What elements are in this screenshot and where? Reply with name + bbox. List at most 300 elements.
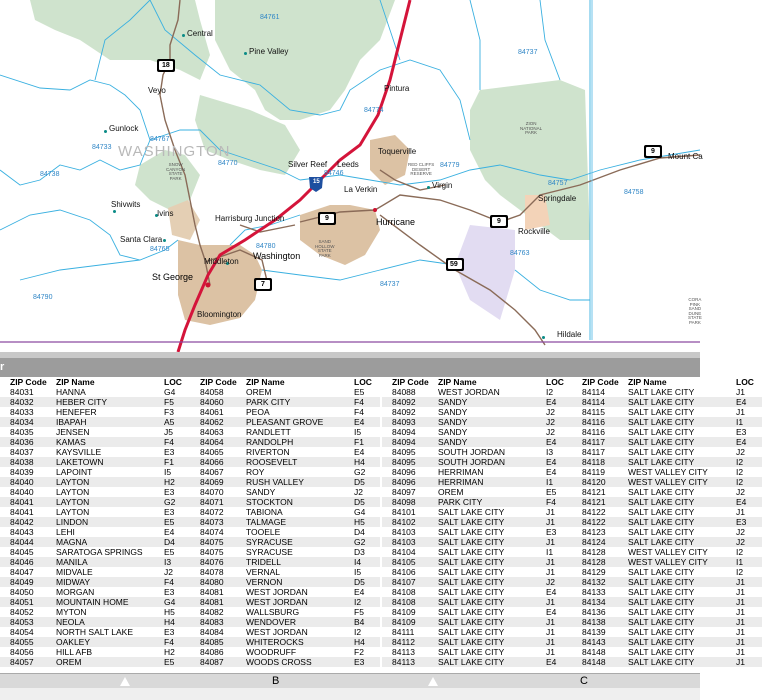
zip-code-cell: 84117 xyxy=(582,447,606,457)
zip-name-cell: LAYTON xyxy=(56,487,90,497)
forest-area xyxy=(30,0,210,80)
zip-label: 84774 xyxy=(364,107,384,114)
zip-name-header: ZIP Name xyxy=(56,377,95,387)
zip-name-cell: PEOA xyxy=(246,407,270,417)
zip-name-cell: VERNON xyxy=(246,577,283,587)
table-header-row xyxy=(572,377,762,387)
table-row xyxy=(382,627,572,637)
table-row xyxy=(0,507,190,517)
loc-cell: H4 xyxy=(354,457,365,467)
table-row xyxy=(190,547,380,557)
zip-code-cell: 84108 xyxy=(392,597,416,607)
zip-name-cell: SALT LAKE CITY xyxy=(438,637,505,647)
zip-code-header: ZIP Code xyxy=(582,377,619,387)
zip-code-cell: 84114 xyxy=(582,397,606,407)
loc-cell: E3 xyxy=(164,507,175,517)
zip-name-cell: RANDLETT xyxy=(246,427,291,437)
table-row xyxy=(382,397,572,407)
table-row xyxy=(382,507,572,517)
loc-cell: I2 xyxy=(354,597,362,607)
table-row xyxy=(190,507,380,517)
zip-code-cell: 84044 xyxy=(10,537,34,547)
place-mount-carmel: Mount Ca xyxy=(668,152,703,161)
zip-code-cell: 84041 xyxy=(10,507,34,517)
zip-code-cell: 84074 xyxy=(200,527,224,537)
zip-code-cell: 84121 xyxy=(582,487,606,497)
table-row xyxy=(572,397,762,407)
zip-column-1 xyxy=(0,377,190,673)
zip-code-cell: 84096 xyxy=(392,467,416,477)
zip-name-cell: SALT LAKE CITY xyxy=(438,527,505,537)
zip-code-cell: 84066 xyxy=(200,457,224,467)
zip-name-cell: SALT LAKE CITY xyxy=(438,547,505,557)
place-leeds: Leeds xyxy=(337,160,359,169)
zip-label: 84758 xyxy=(624,189,644,196)
zip-name-cell: SALT LAKE CITY xyxy=(628,647,695,657)
zip-code-cell: 84037 xyxy=(10,447,34,457)
zip-code-cell: 84112 xyxy=(392,637,416,647)
loc-cell: E3 xyxy=(164,627,175,637)
loc-cell: E4 xyxy=(736,397,747,407)
zip-code-cell: 84095 xyxy=(392,447,416,457)
zip-name-header: ZIP Name xyxy=(438,377,477,387)
zip-code-cell: 84053 xyxy=(10,617,34,627)
zip-name-cell: SANDY xyxy=(438,407,468,417)
zip-code-cell: 84128 xyxy=(582,557,606,567)
table-row xyxy=(190,607,380,617)
table-row xyxy=(572,517,762,527)
loc-cell: E4 xyxy=(546,457,557,467)
table-header-row xyxy=(190,377,380,387)
place-harrisburg-junction: Harrisburg Junction xyxy=(215,214,285,223)
zip-code-cell: 84056 xyxy=(10,647,34,657)
loc-cell: E5 xyxy=(164,517,175,527)
zip-code-cell: 84069 xyxy=(200,477,224,487)
zip-name-cell: LAPOINT xyxy=(56,467,93,477)
loc-cell: J1 xyxy=(736,647,745,657)
loc-cell: I5 xyxy=(354,567,362,577)
zip-code-cell: 84032 xyxy=(10,397,34,407)
place-silver-reef: Silver Reef xyxy=(288,160,328,169)
zip-name-cell: SALT LAKE CITY xyxy=(438,607,505,617)
zip-code-cell: 84122 xyxy=(582,507,606,517)
zip-name-cell: SALT LAKE CITY xyxy=(628,447,695,457)
zip-name-cell: WHITEROCKS xyxy=(246,637,304,647)
map-canvas xyxy=(0,0,700,352)
zip-name-cell: SARATOGA SPRINGS xyxy=(56,547,143,557)
table-row xyxy=(0,447,190,457)
grid-tab-b: B xyxy=(272,675,280,687)
loc-cell: H2 xyxy=(164,647,175,657)
zip-code-cell: 84138 xyxy=(582,617,606,627)
loc-cell: G2 xyxy=(354,467,366,477)
table-row xyxy=(190,427,380,437)
table-row xyxy=(382,447,572,457)
zip-name-cell: RANDOLPH xyxy=(246,437,294,447)
highway-7-label: 7 xyxy=(261,281,265,288)
zip-code-cell: 84070 xyxy=(200,487,224,497)
place-st-george: St George xyxy=(152,272,194,282)
purple-area xyxy=(455,225,515,320)
st-george-dot xyxy=(206,283,211,288)
zip-label: 84790 xyxy=(33,294,53,301)
zip-name-cell: TABIONA xyxy=(246,507,283,517)
zip-name-cell: SALT LAKE CITY xyxy=(438,567,505,577)
zip-code-cell: 84050 xyxy=(10,587,34,597)
zip-name-cell: SALT LAKE CITY xyxy=(438,577,505,587)
zip-name-cell: SALT LAKE CITY xyxy=(438,647,505,657)
table-row xyxy=(382,527,572,537)
zip-name-cell: SALT LAKE CITY xyxy=(628,457,695,467)
loc-cell: I2 xyxy=(736,547,744,557)
table-row xyxy=(0,487,190,497)
table-row xyxy=(382,457,572,467)
area-zion: ZION NATIONAL PARK xyxy=(520,121,543,135)
zip-name-cell: SALT LAKE CITY xyxy=(628,567,695,577)
zip-name-cell: MAGNA xyxy=(56,537,88,547)
zip-code-cell: 84043 xyxy=(10,527,34,537)
loc-cell: D3 xyxy=(354,547,365,557)
table-row xyxy=(572,587,762,597)
zip-code-cell: 84040 xyxy=(10,477,34,487)
loc-cell: E4 xyxy=(546,437,557,447)
zip-column-4 xyxy=(572,377,762,673)
highway-18-label: 18 xyxy=(162,62,170,69)
zip-code-cell: 84034 xyxy=(10,417,34,427)
loc-cell: J1 xyxy=(736,637,745,647)
zip-code-cell: 84055 xyxy=(10,637,34,647)
table-row xyxy=(190,517,380,527)
zip-code-cell: 84102 xyxy=(392,517,416,527)
zip-name-cell: SALT LAKE CITY xyxy=(628,427,695,437)
zip-code-cell: 84060 xyxy=(200,397,224,407)
zip-name-cell: MYTON xyxy=(56,607,87,617)
loc-cell: J1 xyxy=(736,507,745,517)
zip-code-cell: 84108 xyxy=(392,587,416,597)
loc-cell: E4 xyxy=(354,417,365,427)
table-row xyxy=(0,477,190,487)
loc-cell: J5 xyxy=(164,427,173,437)
zip-code-cell: 84148 xyxy=(582,647,606,657)
loc-cell: I5 xyxy=(164,467,172,477)
loc-cell: E3 xyxy=(354,657,365,667)
table-row xyxy=(572,647,762,657)
table-row xyxy=(572,487,762,497)
zip-name-cell: STOCKTON xyxy=(246,497,293,507)
table-row xyxy=(382,537,572,547)
loc-cell: H5 xyxy=(164,607,175,617)
zip-name-cell: SOUTH JORDAN xyxy=(438,457,506,467)
zip-name-header: ZIP Name xyxy=(628,377,667,387)
zip-code-cell: 84103 xyxy=(392,537,416,547)
place-hurricane: Hurricane xyxy=(376,217,416,227)
zip-code-cell: 84065 xyxy=(200,447,224,457)
zip-code-cell: 84120 xyxy=(582,477,606,487)
loc-cell: E4 xyxy=(546,467,557,477)
bottom-strip xyxy=(0,688,700,700)
table-row xyxy=(382,567,572,577)
zip-name-cell: SALT LAKE CITY xyxy=(628,617,695,627)
loc-cell: J2 xyxy=(736,487,745,497)
place-shivwits: Shivwits xyxy=(111,200,141,209)
zip-label: 84765 xyxy=(150,246,170,253)
loc-cell: H2 xyxy=(164,477,175,487)
zip-code-cell: 84088 xyxy=(392,387,416,397)
place-virgin: Virgin xyxy=(432,181,453,190)
zip-name-cell: TOOELE xyxy=(246,527,281,537)
loc-cell: J1 xyxy=(736,627,745,637)
zip-code-cell: 84085 xyxy=(200,637,224,647)
zip-code-cell: 84122 xyxy=(582,517,606,527)
zip-code-cell: 84101 xyxy=(392,507,416,517)
zip-code-cell: 84094 xyxy=(392,427,416,437)
zip-name-cell: SYRACUSE xyxy=(246,547,293,557)
loc-cell: J2 xyxy=(736,447,745,457)
loc-cell: D5 xyxy=(354,577,365,587)
loc-cell: I2 xyxy=(736,477,744,487)
place-hildale: Hildale xyxy=(557,330,582,339)
loc-cell: D5 xyxy=(354,477,365,487)
zip-name-header: ZIP Name xyxy=(246,377,285,387)
place-veyo: Veyo xyxy=(148,86,166,95)
loc-cell: F5 xyxy=(354,607,364,617)
zip-code-cell: 84052 xyxy=(10,607,34,617)
loc-cell: E3 xyxy=(736,427,747,437)
loc-header: LOC xyxy=(164,377,182,387)
virgin-dot xyxy=(427,186,430,189)
loc-header: LOC xyxy=(546,377,564,387)
table-row xyxy=(572,437,762,447)
table-row xyxy=(572,527,762,537)
zip-name-cell: SOUTH JORDAN xyxy=(438,447,506,457)
loc-cell: I2 xyxy=(354,627,362,637)
zip-name-cell: SALT LAKE CITY xyxy=(628,407,695,417)
table-row xyxy=(190,537,380,547)
zip-name-cell: OREM xyxy=(438,487,464,497)
zip-code-cell: 84092 xyxy=(392,407,416,417)
zip-code-cell: 84103 xyxy=(392,527,416,537)
zip-name-cell: PLEASANT GROVE xyxy=(246,417,324,427)
loc-cell: E3 xyxy=(164,487,175,497)
loc-cell: E4 xyxy=(736,497,747,507)
table-row xyxy=(382,637,572,647)
zip-code-cell: 84078 xyxy=(200,567,224,577)
zip-code-cell: 84071 xyxy=(200,497,224,507)
table-row xyxy=(572,547,762,557)
zip-code-cell: 84113 xyxy=(392,647,416,657)
zip-code-cell: 84076 xyxy=(200,557,224,567)
zip-code-cell: 84119 xyxy=(582,467,606,477)
zip-name-cell: PARK CITY xyxy=(438,497,483,507)
zip-code-cell: 84105 xyxy=(392,557,416,567)
table-row xyxy=(572,617,762,627)
zip-name-cell: WENDOVER xyxy=(246,617,297,627)
table-row xyxy=(190,627,380,637)
zip-label: 84746 xyxy=(324,170,344,177)
zip-code-cell: 84035 xyxy=(10,427,34,437)
loc-cell: I2 xyxy=(736,457,744,467)
loc-cell: E4 xyxy=(546,657,557,667)
table-row xyxy=(190,447,380,457)
zip-name-cell: SALT LAKE CITY xyxy=(628,397,695,407)
zip-code-cell: 84116 xyxy=(582,417,606,427)
place-washington: Washington xyxy=(253,251,301,261)
zip-name-cell: WOODS CROSS xyxy=(246,657,312,667)
loc-cell: E5 xyxy=(546,487,557,497)
loc-cell: J1 xyxy=(736,617,745,627)
table-row xyxy=(0,617,190,627)
table-row xyxy=(572,567,762,577)
zip-label: 84779 xyxy=(440,162,460,169)
table-row xyxy=(572,537,762,547)
zip-name-cell: SALT LAKE CITY xyxy=(628,607,695,617)
loc-cell: J1 xyxy=(736,587,745,597)
loc-cell: J2 xyxy=(354,487,363,497)
zip-code-cell: 84080 xyxy=(200,577,224,587)
loc-cell: E4 xyxy=(354,447,365,457)
zip-code-cell: 84117 xyxy=(582,437,606,447)
hurricane-dot xyxy=(373,208,377,212)
zip-name-cell: SALT LAKE CITY xyxy=(628,517,695,527)
zip-label: 84763 xyxy=(510,250,530,257)
grid-tab-c: C xyxy=(580,675,588,687)
place-pintura: Pintura xyxy=(384,84,410,93)
table-row xyxy=(0,407,190,417)
place-la-verkin: La Verkin xyxy=(344,185,378,194)
zip-name-cell: NEOLA xyxy=(56,617,85,627)
zip-label: 84761 xyxy=(260,14,280,21)
loc-cell: G4 xyxy=(354,507,366,517)
table-header-row xyxy=(382,377,572,387)
zip-code-cell: 84092 xyxy=(392,397,416,407)
zip-code-cell: 84115 xyxy=(582,407,606,417)
loc-cell: J2 xyxy=(546,407,555,417)
table-row xyxy=(0,577,190,587)
loc-cell: F2 xyxy=(354,647,364,657)
zip-name-cell: MANILA xyxy=(56,557,88,567)
zip-code-cell: 84086 xyxy=(200,647,224,657)
central-dot xyxy=(182,34,185,37)
zip-code-cell: 84121 xyxy=(582,497,606,507)
up-arrow-icon xyxy=(428,677,438,686)
loc-cell: G2 xyxy=(164,497,176,507)
zip-name-cell: IBAPAH xyxy=(56,417,87,427)
zip-name-cell: SALT LAKE CITY xyxy=(628,597,695,607)
zip-code-cell: 84040 xyxy=(10,487,34,497)
table-row xyxy=(190,437,380,447)
table-row xyxy=(190,397,380,407)
loc-cell: J1 xyxy=(736,577,745,587)
loc-cell: J1 xyxy=(546,647,555,657)
table-row xyxy=(572,557,762,567)
table-row xyxy=(572,577,762,587)
table-row xyxy=(572,637,762,647)
zip-code-cell: 84097 xyxy=(392,487,416,497)
table-row xyxy=(572,447,762,457)
interstate-15-label: 15 xyxy=(313,179,320,185)
loc-cell: I1 xyxy=(736,557,744,567)
zip-name-cell: SANDY xyxy=(438,397,468,407)
zip-code-cell: 84123 xyxy=(582,527,606,537)
gunlock-dot xyxy=(104,130,107,133)
loc-cell: D4 xyxy=(354,527,365,537)
zip-name-cell: WEST VALLEY CITY xyxy=(628,467,708,477)
zip-name-cell: KAMAS xyxy=(56,437,86,447)
place-santa-clara: Santa Clara xyxy=(120,235,163,244)
table-row xyxy=(382,387,572,397)
table-row xyxy=(0,537,190,547)
table-row xyxy=(382,487,572,497)
zip-name-cell: LINDON xyxy=(56,517,89,527)
zip-name-cell: ROY xyxy=(246,467,265,477)
zip-label: 84767 xyxy=(150,136,170,143)
loc-cell: G4 xyxy=(164,597,176,607)
zip-code-cell: 84051 xyxy=(10,597,34,607)
zip-code-cell: 84083 xyxy=(200,617,224,627)
table-row xyxy=(0,387,190,397)
table-row xyxy=(382,607,572,617)
loc-cell: E4 xyxy=(354,587,365,597)
table-row xyxy=(190,387,380,397)
zip-name-cell: HERRIMAN xyxy=(438,477,484,487)
loc-cell: F4 xyxy=(354,397,364,407)
zip-name-cell: SYRACUSE xyxy=(246,537,293,547)
zip-code-cell: 84087 xyxy=(200,657,224,667)
table-row xyxy=(382,657,572,667)
loc-cell: G2 xyxy=(354,537,366,547)
zip-name-cell: MOUNTAIN HOME xyxy=(56,597,129,607)
table-row xyxy=(572,417,762,427)
table-row xyxy=(190,637,380,647)
zip-code-cell: 84132 xyxy=(582,577,606,587)
table-row xyxy=(190,527,380,537)
zip-name-cell: SALT LAKE CITY xyxy=(438,537,505,547)
highway-59-label: 59 xyxy=(450,261,458,268)
zip-name-cell: RUSH VALLEY xyxy=(246,477,304,487)
table-row xyxy=(382,597,572,607)
table-row xyxy=(0,437,190,447)
table-row xyxy=(382,647,572,657)
zip-name-cell: HERRIMAN xyxy=(438,467,484,477)
loc-cell: E4 xyxy=(736,437,747,447)
loc-cell: I3 xyxy=(546,447,554,457)
table-row xyxy=(572,597,762,607)
table-row xyxy=(382,587,572,597)
table-row xyxy=(572,657,762,667)
loc-cell: I5 xyxy=(354,427,362,437)
table-row xyxy=(0,467,190,477)
table-row xyxy=(0,427,190,437)
zip-code-cell: 84033 xyxy=(10,407,34,417)
zip-code-cell: 84039 xyxy=(10,467,34,477)
loc-cell: I1 xyxy=(736,417,744,427)
zip-code-header: ZIP Code xyxy=(10,377,47,387)
zip-name-cell: LAYTON xyxy=(56,477,90,487)
zip-code-cell: 84107 xyxy=(392,577,416,587)
map-panel[interactable] xyxy=(0,0,703,352)
zip-code-cell: 84046 xyxy=(10,557,34,567)
zip-code-cell: 84058 xyxy=(200,387,224,397)
zip-name-cell: MORGAN xyxy=(56,587,95,597)
table-row xyxy=(190,467,380,477)
loc-cell: D4 xyxy=(164,537,175,547)
table-row xyxy=(572,497,762,507)
zip-name-cell: KAYSVILLE xyxy=(56,447,102,457)
loc-cell: J1 xyxy=(736,597,745,607)
loc-cell: H4 xyxy=(354,637,365,647)
zip-code-cell: 84129 xyxy=(582,567,606,577)
zip-name-cell: SALT LAKE CITY xyxy=(628,657,695,667)
